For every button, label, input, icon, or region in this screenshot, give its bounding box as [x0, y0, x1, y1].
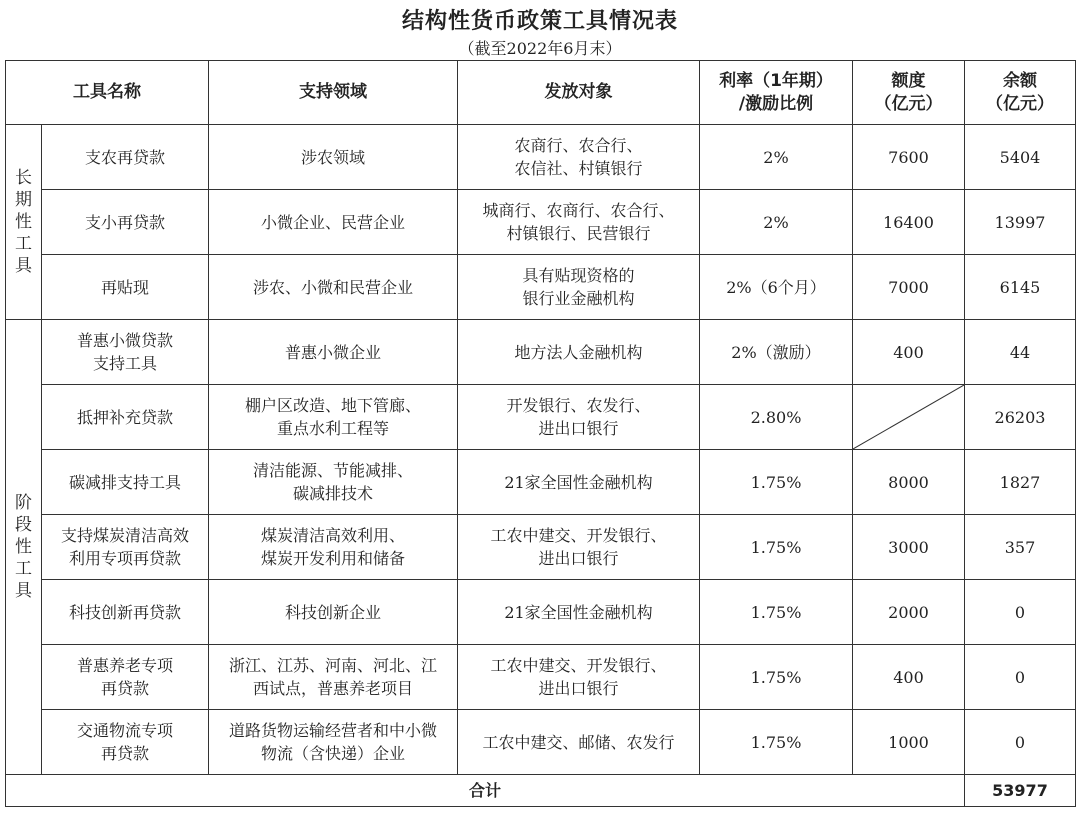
cell-rate: 2.80%	[700, 385, 853, 450]
table-row	[6, 580, 1076, 645]
cell-rate: 2%	[700, 125, 853, 190]
table-row	[6, 710, 1076, 775]
header-target: 发放对象	[458, 61, 700, 125]
table-row	[6, 320, 1076, 385]
cell-quota: 2000	[853, 580, 965, 645]
cell-target: 21家全国性金融机构	[458, 450, 700, 515]
cell-balance: 6145	[965, 255, 1076, 320]
cell-name: 普惠养老专项 再贷款	[42, 645, 209, 710]
cell-rate: 2%（6个月）	[700, 255, 853, 320]
cell-target: 21家全国性金融机构	[458, 580, 700, 645]
cell-quota-na	[853, 385, 965, 450]
cell-quota: 3000	[853, 515, 965, 580]
cell-field: 涉农、小微和民营企业	[209, 255, 458, 320]
cell-balance: 13997	[965, 190, 1076, 255]
cell-field: 煤炭清洁高效利用、 煤炭开发利用和储备	[209, 515, 458, 580]
cell-rate: 2%	[700, 190, 853, 255]
total-balance: 53977	[965, 775, 1076, 807]
header-balance: 余额 （亿元）	[965, 61, 1076, 125]
cell-target: 农商行、农合行、 农信社、村镇银行	[458, 125, 700, 190]
cell-rate: 1.75%	[700, 710, 853, 775]
group-label-long-term: 长 期 性 工 具	[6, 125, 42, 320]
cell-field: 普惠小微企业	[209, 320, 458, 385]
cell-rate: 1.75%	[700, 645, 853, 710]
tools-table	[5, 60, 1076, 807]
cell-field: 清洁能源、节能减排、 碳减排技术	[209, 450, 458, 515]
cell-field: 浙江、江苏、河南、河北、江 西试点，普惠养老项目	[209, 645, 458, 710]
cell-field: 棚户区改造、地下管廊、 重点水利工程等	[209, 385, 458, 450]
cell-name: 交通物流专项 再贷款	[42, 710, 209, 775]
header-quota: 额度 （亿元）	[853, 61, 965, 125]
cell-rate: 1.75%	[700, 515, 853, 580]
cell-balance: 0	[965, 645, 1076, 710]
cell-rate: 2%（激励）	[700, 320, 853, 385]
cell-field: 科技创新企业	[209, 580, 458, 645]
cell-quota: 1000	[853, 710, 965, 775]
cell-field: 涉农领域	[209, 125, 458, 190]
cell-quota: 400	[853, 645, 965, 710]
table-row	[6, 125, 1076, 190]
table-subtitle: （截至2022年6月末）	[458, 39, 622, 58]
cell-target: 开发银行、农发行、 进出口银行	[458, 385, 700, 450]
cell-balance: 0	[965, 580, 1076, 645]
table-row	[6, 450, 1076, 515]
diagonal-line-icon	[853, 385, 964, 449]
total-row	[6, 775, 1076, 807]
cell-field: 小微企业、民营企业	[209, 190, 458, 255]
cell-balance: 44	[965, 320, 1076, 385]
cell-target: 工农中建交、开发银行、 进出口银行	[458, 515, 700, 580]
cell-quota: 7600	[853, 125, 965, 190]
cell-target: 城商行、农商行、农合行、 村镇银行、民营银行	[458, 190, 700, 255]
cell-name: 科技创新再贷款	[42, 580, 209, 645]
cell-rate: 1.75%	[700, 450, 853, 515]
cell-name: 支小再贷款	[42, 190, 209, 255]
cell-name: 普惠小微贷款 支持工具	[42, 320, 209, 385]
table-row	[6, 645, 1076, 710]
cell-balance: 1827	[965, 450, 1076, 515]
cell-name: 支持煤炭清洁高效 利用专项再贷款	[42, 515, 209, 580]
cell-quota: 8000	[853, 450, 965, 515]
cell-name: 再贴现	[42, 255, 209, 320]
cell-field: 道路货物运输经营者和中小微 物流（含快递）企业	[209, 710, 458, 775]
table-row	[6, 515, 1076, 580]
cell-name: 抵押补充贷款	[42, 385, 209, 450]
cell-rate: 1.75%	[700, 580, 853, 645]
cell-target: 具有贴现资格的 银行业金融机构	[458, 255, 700, 320]
table-row	[6, 385, 1076, 450]
cell-name: 碳减排支持工具	[42, 450, 209, 515]
total-label: 合计	[6, 775, 965, 807]
header-field: 支持领域	[209, 61, 458, 125]
cell-quota: 7000	[853, 255, 965, 320]
cell-target: 工农中建交、邮储、农发行	[458, 710, 700, 775]
cell-quota: 16400	[853, 190, 965, 255]
cell-balance: 357	[965, 515, 1076, 580]
cell-target: 地方法人金融机构	[458, 320, 700, 385]
cell-target: 工农中建交、开发银行、 进出口银行	[458, 645, 700, 710]
cell-balance: 0	[965, 710, 1076, 775]
group-label-phase: 阶 段 性 工 具	[6, 320, 42, 775]
table-row	[6, 190, 1076, 255]
cell-balance: 26203	[965, 385, 1076, 450]
table-title: 结构性货币政策工具情况表	[401, 9, 678, 34]
cell-name: 支农再贷款	[42, 125, 209, 190]
header-row	[6, 61, 1076, 125]
header-rate: 利率（1年期） /激励比例	[700, 61, 853, 125]
cell-balance: 5404	[965, 125, 1076, 190]
table-row	[6, 255, 1076, 320]
header-name: 工具名称	[6, 61, 209, 125]
cell-quota: 400	[853, 320, 965, 385]
